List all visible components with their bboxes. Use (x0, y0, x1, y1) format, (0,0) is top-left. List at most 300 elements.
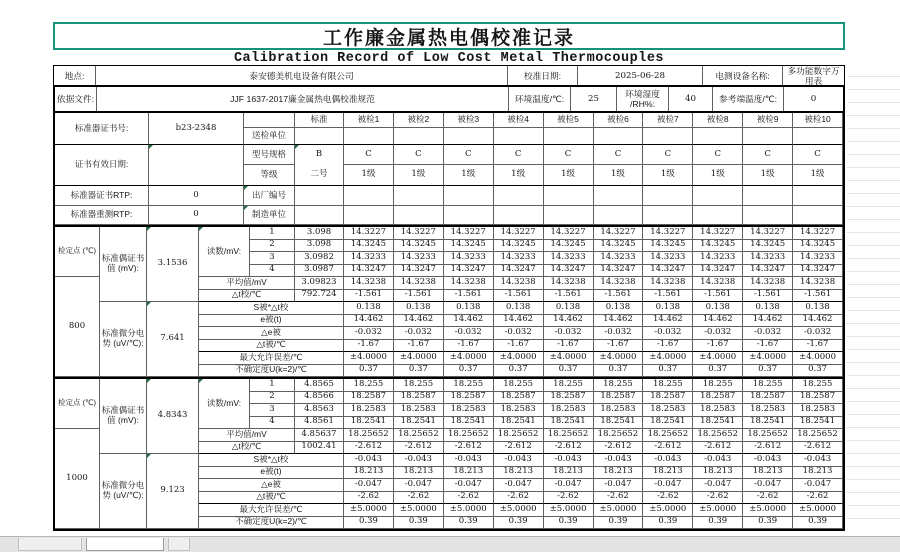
send-unit-cell[interactable] (643, 128, 693, 145)
send-unit-cell[interactable] (444, 128, 494, 145)
calc-row-value[interactable]: ±4.0000 (693, 352, 743, 365)
calc-row-value[interactable]: ±4.0000 (344, 352, 394, 365)
calc-row-value[interactable]: -2.62 (743, 492, 793, 505)
dt-cal-test-value[interactable]: -1.561 (594, 290, 644, 303)
send-unit-cell[interactable] (693, 128, 743, 145)
serial-no-cell[interactable] (394, 186, 444, 206)
maker-cell[interactable] (594, 206, 644, 225)
reading-test-value[interactable]: 14.3247 (394, 265, 444, 278)
cert-rtp-value[interactable]: 0 (149, 186, 244, 206)
reading-test-value[interactable]: 14.3227 (643, 227, 693, 240)
reading-std-value[interactable]: 3.098 (295, 240, 344, 253)
reading-test-value[interactable]: 18.2541 (394, 417, 444, 430)
avg-test-value[interactable]: 14.3238 (344, 277, 394, 290)
reading-test-value[interactable]: 14.3245 (444, 240, 494, 253)
calc-row-value[interactable]: -0.043 (743, 454, 793, 467)
test-model-value[interactable]: C (693, 145, 743, 165)
reading-test-value[interactable]: 14.3245 (494, 240, 544, 253)
calc-row-value[interactable]: -0.032 (444, 327, 494, 340)
calc-row-value[interactable]: -0.043 (544, 454, 594, 467)
std-cert-no-value[interactable]: b23-2348 (149, 113, 244, 145)
calc-row-value[interactable]: 14.462 (643, 315, 693, 328)
calc-row-value[interactable]: -0.043 (394, 454, 444, 467)
calc-row-value[interactable]: ±4.0000 (544, 352, 594, 365)
calc-row-value[interactable]: -0.043 (344, 454, 394, 467)
calc-row-value[interactable]: 0.138 (494, 302, 544, 315)
calc-row-value[interactable]: 0.138 (594, 302, 644, 315)
calc-row-value[interactable]: ±4.0000 (594, 352, 644, 365)
test-model-value[interactable]: C (494, 145, 544, 165)
reading-test-value[interactable]: 14.3245 (344, 240, 394, 253)
calc-row-value[interactable]: -2.62 (344, 492, 394, 505)
calc-row-value[interactable]: 0.37 (394, 365, 444, 378)
maker-cell[interactable] (693, 206, 743, 225)
reading-test-value[interactable]: 14.3247 (544, 265, 594, 278)
reading-test-value[interactable]: 18.2583 (693, 404, 743, 417)
serial-no-cell[interactable] (643, 186, 693, 206)
reading-std-value[interactable]: 3.0987 (295, 265, 344, 278)
reading-test-value[interactable]: 14.3233 (544, 252, 594, 265)
serial-no-cell[interactable] (594, 186, 644, 206)
calc-row-value[interactable]: -0.032 (693, 327, 743, 340)
calc-row-value[interactable]: 14.462 (444, 315, 494, 328)
reading-test-value[interactable]: 18.2541 (344, 417, 394, 430)
calc-row-value[interactable]: 0.39 (643, 517, 693, 530)
reading-test-value[interactable]: 18.2587 (693, 392, 743, 405)
reading-test-value[interactable]: 14.3227 (444, 227, 494, 240)
sheet-tab-3[interactable] (168, 538, 190, 551)
reading-test-value[interactable]: 14.3227 (793, 227, 843, 240)
reading-test-value[interactable]: 14.3227 (594, 227, 644, 240)
calc-row-value[interactable]: 0.37 (743, 365, 793, 378)
test-grade-value[interactable]: 1级 (643, 165, 693, 186)
calc-row-value[interactable]: -2.62 (793, 492, 843, 505)
test-model-value[interactable]: C (394, 145, 444, 165)
dt-cal-test-value[interactable]: -1.561 (793, 290, 843, 303)
calc-row-value[interactable]: -1.67 (444, 340, 494, 353)
reading-std-value[interactable]: 4.8566 (295, 392, 344, 405)
calc-row-value[interactable]: 0.39 (394, 517, 444, 530)
reading-test-value[interactable]: 18.2583 (494, 404, 544, 417)
calc-row-value[interactable]: 18.213 (643, 467, 693, 480)
test-grade-value[interactable]: 1级 (743, 165, 793, 186)
calc-row-value[interactable]: -0.032 (643, 327, 693, 340)
calc-row-value[interactable]: -2.62 (643, 492, 693, 505)
reading-std-value[interactable]: 3.0982 (295, 252, 344, 265)
send-unit-cell[interactable] (295, 128, 344, 145)
calc-row-value[interactable]: -0.032 (394, 327, 444, 340)
reading-test-value[interactable]: 18.2541 (544, 417, 594, 430)
dt-cal-test-value[interactable]: -2.612 (344, 442, 394, 455)
calc-row-value[interactable]: 18.213 (743, 467, 793, 480)
reading-test-value[interactable]: 18.255 (743, 379, 793, 392)
cal-date-value[interactable]: 2025-06-28 (578, 66, 703, 85)
send-unit-cell[interactable] (544, 128, 594, 145)
calc-row-value[interactable]: 14.462 (344, 315, 394, 328)
dt-cal-test-value[interactable]: -2.612 (643, 442, 693, 455)
reading-test-value[interactable]: 14.3233 (494, 252, 544, 265)
dt-cal-test-value[interactable]: -1.561 (344, 290, 394, 303)
test-model-value[interactable]: C (594, 145, 644, 165)
reading-test-value[interactable]: 14.3247 (494, 265, 544, 278)
calc-row-value[interactable]: -0.047 (693, 479, 743, 492)
serial-no-cell[interactable] (444, 186, 494, 206)
calc-row-value[interactable]: 18.213 (793, 467, 843, 480)
send-unit-cell[interactable] (494, 128, 544, 145)
calc-row-value[interactable]: 0.39 (344, 517, 394, 530)
sheet-tab-2[interactable] (86, 538, 164, 551)
reading-test-value[interactable]: 18.2583 (643, 404, 693, 417)
dt-cal-test-value[interactable]: -2.612 (544, 442, 594, 455)
dt-cal-test-value[interactable]: -2.612 (444, 442, 494, 455)
reading-test-value[interactable]: 14.3227 (344, 227, 394, 240)
std-diff-emf-value[interactable]: 9.123 (147, 454, 199, 529)
test-model-value[interactable]: C (643, 145, 693, 165)
reading-test-value[interactable]: 14.3233 (793, 252, 843, 265)
calc-row-value[interactable]: 18.213 (344, 467, 394, 480)
calc-row-value[interactable]: 0.37 (494, 365, 544, 378)
test-model-value[interactable]: C (743, 145, 793, 165)
reading-test-value[interactable]: 14.3247 (643, 265, 693, 278)
reading-test-value[interactable]: 14.3227 (743, 227, 793, 240)
calc-row-value[interactable]: 0.39 (494, 517, 544, 530)
reading-test-value[interactable]: 18.2541 (594, 417, 644, 430)
reading-test-value[interactable]: 18.2541 (444, 417, 494, 430)
calc-row-value[interactable]: 14.462 (394, 315, 444, 328)
avg-test-value[interactable]: 18.25652 (693, 429, 743, 442)
calc-row-value[interactable]: ±5.0000 (594, 504, 644, 517)
test-model-value[interactable]: C (344, 145, 394, 165)
calc-row-value[interactable]: -0.047 (793, 479, 843, 492)
serial-no-cell[interactable] (544, 186, 594, 206)
test-model-value[interactable]: C (544, 145, 594, 165)
reading-test-value[interactable]: 18.2541 (643, 417, 693, 430)
calc-row-value[interactable]: -1.67 (544, 340, 594, 353)
test-model-value[interactable]: C (793, 145, 843, 165)
dt-cal-test-value[interactable]: -1.561 (494, 290, 544, 303)
avg-test-value[interactable]: 18.25652 (594, 429, 644, 442)
reading-test-value[interactable]: 18.2583 (594, 404, 644, 417)
reading-test-value[interactable]: 14.3245 (394, 240, 444, 253)
test-grade-value[interactable]: 1级 (544, 165, 594, 186)
calc-row-value[interactable]: ±4.0000 (643, 352, 693, 365)
serial-no-cell[interactable] (793, 186, 843, 206)
calc-row-value[interactable]: 0.138 (643, 302, 693, 315)
reading-test-value[interactable]: 18.255 (494, 379, 544, 392)
reading-test-value[interactable]: 14.3227 (693, 227, 743, 240)
calc-row-value[interactable]: ±4.0000 (793, 352, 843, 365)
calc-row-value[interactable]: 18.213 (494, 467, 544, 480)
avg-test-value[interactable]: 18.25652 (793, 429, 843, 442)
avg-test-value[interactable]: 18.25652 (344, 429, 394, 442)
avg-test-value[interactable]: 14.3238 (793, 277, 843, 290)
calc-row-value[interactable]: -0.032 (594, 327, 644, 340)
serial-no-cell[interactable] (743, 186, 793, 206)
reading-test-value[interactable]: 18.255 (594, 379, 644, 392)
calc-row-value[interactable]: 14.462 (743, 315, 793, 328)
reading-test-value[interactable]: 14.3247 (743, 265, 793, 278)
dt-cal-test-value[interactable]: -1.561 (643, 290, 693, 303)
reading-test-value[interactable]: 18.2587 (594, 392, 644, 405)
avg-test-value[interactable]: 14.3238 (494, 277, 544, 290)
calc-row-value[interactable]: ±4.0000 (743, 352, 793, 365)
reading-test-value[interactable]: 14.3233 (444, 252, 494, 265)
ref-junction-temp-value[interactable]: 0 (810, 94, 817, 104)
calc-row-value[interactable]: 0.37 (643, 365, 693, 378)
reading-test-value[interactable]: 14.3247 (444, 265, 494, 278)
dt-cal-test-value[interactable]: -1.561 (444, 290, 494, 303)
reading-test-value[interactable]: 14.3227 (494, 227, 544, 240)
reading-test-value[interactable]: 18.2587 (344, 392, 394, 405)
reading-test-value[interactable]: 14.3233 (643, 252, 693, 265)
cert-valid-date-value[interactable] (149, 145, 244, 186)
reading-test-value[interactable]: 18.255 (793, 379, 843, 392)
reading-test-value[interactable]: 18.255 (544, 379, 594, 392)
send-unit-cell[interactable] (743, 128, 793, 145)
calc-row-value[interactable]: -0.047 (494, 479, 544, 492)
send-unit-cell[interactable] (594, 128, 644, 145)
calc-row-value[interactable]: -0.032 (544, 327, 594, 340)
send-unit-cell[interactable] (344, 128, 394, 145)
reading-test-value[interactable]: 18.255 (344, 379, 394, 392)
reading-test-value[interactable]: 14.3233 (594, 252, 644, 265)
reading-test-value[interactable]: 14.3245 (643, 240, 693, 253)
calc-row-value[interactable]: 14.462 (594, 315, 644, 328)
calc-row-value[interactable]: -0.032 (743, 327, 793, 340)
avg-test-value[interactable]: 14.3238 (444, 277, 494, 290)
reading-test-value[interactable]: 18.2541 (793, 417, 843, 430)
calc-row-value[interactable]: 0.37 (594, 365, 644, 378)
dt-cal-test-value[interactable]: -1.561 (693, 290, 743, 303)
calc-row-value[interactable]: 0.138 (444, 302, 494, 315)
dt-cal-test-value[interactable]: -2.612 (693, 442, 743, 455)
dt-cal-test-value[interactable]: -2.612 (594, 442, 644, 455)
calc-row-value[interactable]: 14.462 (494, 315, 544, 328)
std-diff-emf-value[interactable]: 7.641 (147, 302, 199, 377)
calc-row-value[interactable]: ±5.0000 (544, 504, 594, 517)
reading-test-value[interactable]: 18.2583 (444, 404, 494, 417)
sheet-tab-1[interactable] (18, 538, 82, 551)
calc-row-value[interactable]: -1.67 (494, 340, 544, 353)
env-humidity-value[interactable]: 40 (669, 87, 713, 111)
calc-row-value[interactable]: ±5.0000 (344, 504, 394, 517)
retest-rtp-value[interactable]: 0 (149, 206, 244, 225)
avg-test-value[interactable]: 18.25652 (743, 429, 793, 442)
reading-test-value[interactable]: 18.2583 (793, 404, 843, 417)
calc-row-value[interactable]: 0.138 (394, 302, 444, 315)
reading-test-value[interactable]: 14.3245 (793, 240, 843, 253)
reading-test-value[interactable]: 14.3245 (693, 240, 743, 253)
avg-test-value[interactable]: 14.3238 (743, 277, 793, 290)
avg-test-value[interactable]: 14.3238 (643, 277, 693, 290)
test-grade-value[interactable]: 1级 (594, 165, 644, 186)
calc-row-value[interactable]: ±5.0000 (693, 504, 743, 517)
reading-std-value[interactable]: 3.098 (295, 227, 344, 240)
dt-cal-test-value[interactable]: -1.561 (394, 290, 444, 303)
test-grade-value[interactable]: 1级 (494, 165, 544, 186)
reading-std-value[interactable]: 4.8563 (295, 404, 344, 417)
test-grade-value[interactable]: 1级 (394, 165, 444, 186)
reading-test-value[interactable]: 14.3247 (594, 265, 644, 278)
maker-cell[interactable] (743, 206, 793, 225)
calc-row-value[interactable]: -0.043 (594, 454, 644, 467)
avg-test-value[interactable]: 18.25652 (444, 429, 494, 442)
calc-row-value[interactable]: 0.39 (793, 517, 843, 530)
maker-cell[interactable] (444, 206, 494, 225)
reading-test-value[interactable]: 18.2587 (544, 392, 594, 405)
calc-row-value[interactable]: -2.62 (594, 492, 644, 505)
calc-row-value[interactable]: -0.047 (344, 479, 394, 492)
maker-cell[interactable] (793, 206, 843, 225)
reading-test-value[interactable]: 14.3247 (344, 265, 394, 278)
test-model-value[interactable]: C (444, 145, 494, 165)
reading-test-value[interactable]: 14.3233 (693, 252, 743, 265)
calc-row-value[interactable]: -1.67 (344, 340, 394, 353)
reading-test-value[interactable]: 18.2541 (693, 417, 743, 430)
calc-row-value[interactable]: ±5.0000 (444, 504, 494, 517)
calc-row-value[interactable]: 0.39 (743, 517, 793, 530)
avg-test-value[interactable]: 18.25652 (394, 429, 444, 442)
reading-test-value[interactable]: 14.3233 (394, 252, 444, 265)
maker-cell[interactable] (643, 206, 693, 225)
reading-test-value[interactable]: 18.2541 (494, 417, 544, 430)
calc-row-value[interactable]: -0.047 (594, 479, 644, 492)
serial-no-cell[interactable] (693, 186, 743, 206)
reading-test-value[interactable]: 14.3227 (394, 227, 444, 240)
std-cert-mv-value[interactable]: 3.1536 (147, 227, 199, 302)
calc-row-value[interactable]: 14.462 (693, 315, 743, 328)
avg-std-value[interactable]: 4.85637 (295, 429, 344, 442)
calc-row-value[interactable]: ±5.0000 (793, 504, 843, 517)
calc-row-value[interactable]: -1.67 (594, 340, 644, 353)
calc-row-value[interactable]: 18.213 (444, 467, 494, 480)
calc-row-value[interactable]: 18.213 (693, 467, 743, 480)
avg-test-value[interactable]: 14.3238 (693, 277, 743, 290)
reading-test-value[interactable]: 14.3233 (743, 252, 793, 265)
dt-cal-std-value[interactable]: 792.724 (295, 290, 344, 303)
calc-row-value[interactable]: -1.67 (743, 340, 793, 353)
calc-row-value[interactable]: -0.043 (793, 454, 843, 467)
serial-no-cell[interactable] (344, 186, 394, 206)
test-grade-value[interactable]: 1级 (793, 165, 843, 186)
dt-cal-test-value[interactable]: -2.612 (743, 442, 793, 455)
avg-test-value[interactable]: 14.3238 (544, 277, 594, 290)
calc-row-value[interactable]: -0.043 (693, 454, 743, 467)
calc-row-value[interactable]: -0.043 (643, 454, 693, 467)
location-value[interactable]: 泰安德美机电设备有限公司 (96, 66, 508, 85)
reading-test-value[interactable]: 14.3245 (544, 240, 594, 253)
reading-std-value[interactable]: 4.8561 (295, 417, 344, 430)
dt-cal-test-value[interactable]: -2.612 (494, 442, 544, 455)
calc-row-value[interactable]: -0.047 (643, 479, 693, 492)
reading-test-value[interactable]: 18.2587 (793, 392, 843, 405)
calc-row-value[interactable]: 14.462 (793, 315, 843, 328)
calc-row-value[interactable]: -0.047 (394, 479, 444, 492)
dt-cal-test-value[interactable]: -1.561 (743, 290, 793, 303)
reading-test-value[interactable]: 14.3233 (344, 252, 394, 265)
avg-test-value[interactable]: 18.25652 (494, 429, 544, 442)
calc-row-value[interactable]: ±4.0000 (494, 352, 544, 365)
reading-test-value[interactable]: 18.2587 (494, 392, 544, 405)
calc-row-value[interactable]: 0.39 (544, 517, 594, 530)
std-model-grade-cell[interactable] (295, 145, 344, 186)
reading-test-value[interactable]: 18.2583 (394, 404, 444, 417)
reading-test-value[interactable]: 18.2583 (743, 404, 793, 417)
dt-cal-std-value[interactable]: 1002.41 (295, 442, 344, 455)
reading-test-value[interactable]: 14.3227 (544, 227, 594, 240)
basis-doc-value[interactable]: JJF 1637-2017廉金属热电偶校准规范 (97, 87, 509, 111)
test-grade-value[interactable]: 1级 (693, 165, 743, 186)
reading-test-value[interactable]: 18.2587 (743, 392, 793, 405)
dt-cal-test-value[interactable]: -1.561 (544, 290, 594, 303)
calc-row-value[interactable]: ±4.0000 (444, 352, 494, 365)
calc-row-value[interactable]: 0.39 (693, 517, 743, 530)
calc-row-value[interactable]: -2.62 (394, 492, 444, 505)
test-grade-value[interactable]: 1级 (344, 165, 394, 186)
calc-row-value[interactable]: 18.213 (544, 467, 594, 480)
maker-cell[interactable] (494, 206, 544, 225)
calc-row-value[interactable]: 0.37 (793, 365, 843, 378)
reading-test-value[interactable]: 18.255 (394, 379, 444, 392)
calc-row-value[interactable]: -2.62 (444, 492, 494, 505)
calc-row-value[interactable]: 0.37 (693, 365, 743, 378)
maker-cell[interactable] (295, 206, 344, 225)
calc-row-value[interactable]: 0.39 (444, 517, 494, 530)
calc-row-value[interactable]: ±5.0000 (643, 504, 693, 517)
reading-test-value[interactable]: 18.2583 (344, 404, 394, 417)
calc-row-value[interactable]: -1.67 (693, 340, 743, 353)
reading-test-value[interactable]: 18.255 (444, 379, 494, 392)
reading-test-value[interactable]: 14.3247 (793, 265, 843, 278)
reading-test-value[interactable]: 18.2583 (544, 404, 594, 417)
reading-test-value[interactable]: 18.255 (643, 379, 693, 392)
calc-row-value[interactable]: -1.67 (643, 340, 693, 353)
calc-row-value[interactable]: -0.047 (444, 479, 494, 492)
reading-test-value[interactable]: 14.3247 (693, 265, 743, 278)
meter-name-value[interactable]: 多功能数字万用表 (787, 66, 840, 85)
maker-cell[interactable] (344, 206, 394, 225)
calc-row-value[interactable]: 0.37 (544, 365, 594, 378)
reading-test-value[interactable]: 18.255 (693, 379, 743, 392)
calc-row-value[interactable]: 18.213 (594, 467, 644, 480)
send-unit-cell[interactable] (394, 128, 444, 145)
avg-test-value[interactable]: 18.25652 (544, 429, 594, 442)
calc-row-value[interactable]: 0.39 (594, 517, 644, 530)
reading-test-value[interactable]: 18.2587 (444, 392, 494, 405)
dt-cal-test-value[interactable]: -2.612 (793, 442, 843, 455)
calc-row-value[interactable]: 0.138 (544, 302, 594, 315)
calc-row-value[interactable]: -0.047 (544, 479, 594, 492)
test-grade-value[interactable]: 1级 (444, 165, 494, 186)
avg-test-value[interactable]: 14.3238 (594, 277, 644, 290)
calc-row-value[interactable]: -0.043 (444, 454, 494, 467)
maker-cell[interactable] (544, 206, 594, 225)
calc-row-value[interactable]: ±5.0000 (743, 504, 793, 517)
avg-std-value[interactable]: 3.09823 (295, 277, 344, 290)
calc-row-value[interactable]: ±4.0000 (394, 352, 444, 365)
reading-test-value[interactable]: 18.2587 (394, 392, 444, 405)
calc-row-value[interactable]: -2.62 (494, 492, 544, 505)
maker-cell[interactable] (394, 206, 444, 225)
reading-test-value[interactable]: 18.2541 (743, 417, 793, 430)
reading-test-value[interactable]: 14.3245 (594, 240, 644, 253)
avg-test-value[interactable]: 14.3238 (394, 277, 444, 290)
calc-row-value[interactable]: 14.462 (544, 315, 594, 328)
avg-test-value[interactable]: 18.25652 (643, 429, 693, 442)
calc-row-value[interactable]: 18.213 (394, 467, 444, 480)
serial-no-cell[interactable] (295, 186, 344, 206)
calc-row-value[interactable]: -2.62 (693, 492, 743, 505)
